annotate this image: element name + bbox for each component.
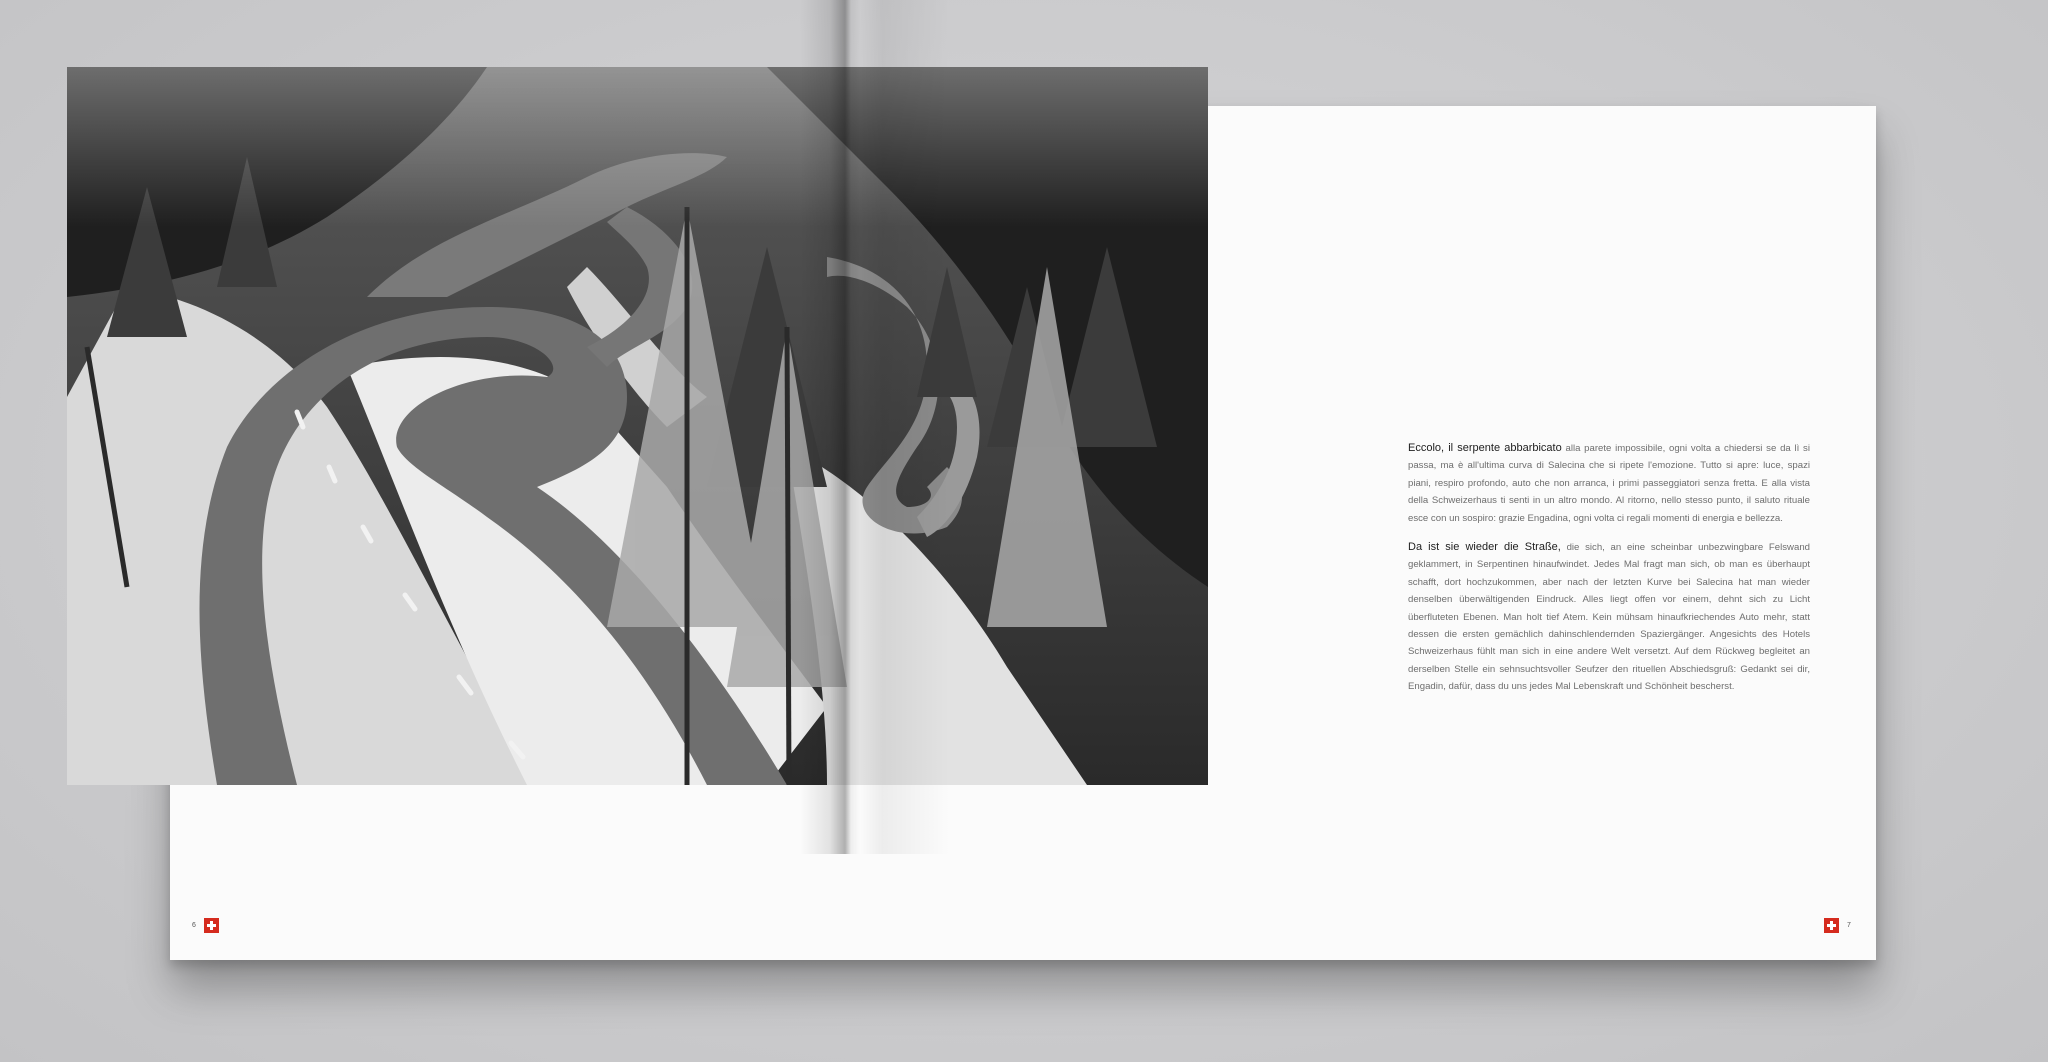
german-body: die sich, an eine scheinbar unbezwingbare Felswand geklammert, in Serpentinen hinaufwindet. Jedes Mal fragt man sich, ob man es überhaupt schafft, dort hochzukommen, aber nach der letzten Kurve bei Salecina hat man wieder denselben überwältigenden Eindruck. Alles liegt offen vor einem, dehnt sich zu Licht überfluteten Ebenen. Man holt tief Atem. Kein mühsam hinaufkriechendes Auto mehr, statt dessen die ersten gemächlich dahinschlendernden Spaziergänger. Angesichts des Hotels Schweizerhaus fühlt man sich in eine andere Welt versetzt. Auf dem Rückweg begleitet an derselben Stelle ein sehnsuchtsvoller Seufzer den rituellen Abschiedsgruß: Gedankt sei dir, Engadin, dafür, dass du uns jedes Mal Lebenskraft und Schönheit bescherst. [1408, 542, 1810, 693]
german-lead: Da ist sie wieder die Straße, [1408, 541, 1561, 554]
italian-lead: Eccolo, il serpente abbarbicato [1408, 442, 1562, 454]
italian-body: alla parete impossibile, ogni volta a chiedersi se da lì si passa, ma è all'ultima curva di Salecina che si ripete l'emozione. Tutto si apre: luce, spazi piani, respiro profondo, auto che non arranca, i primi passeggiatori senza fretta. E alla vista della Schweizerhaus ti senti in un altro mondo. Al ritorno, nello stesso punto, il saluto rituale esce con un sospiro: grazie Engadina, ogni volta ci regali momenti di energia e bellezza. [1408, 443, 1810, 524]
swiss-flag-icon [204, 918, 219, 933]
photo-illustration [67, 67, 1208, 785]
italian-paragraph [1408, 440, 1810, 527]
text-column [1408, 440, 1810, 708]
german-paragraph [1408, 539, 1810, 696]
left-page-number: 6 [192, 922, 196, 929]
right-folio [1824, 918, 1851, 933]
left-folio [192, 918, 219, 933]
mountain-road-photo [67, 67, 1208, 785]
swiss-flag-icon [1824, 918, 1839, 933]
right-page-number: 7 [1847, 922, 1851, 929]
